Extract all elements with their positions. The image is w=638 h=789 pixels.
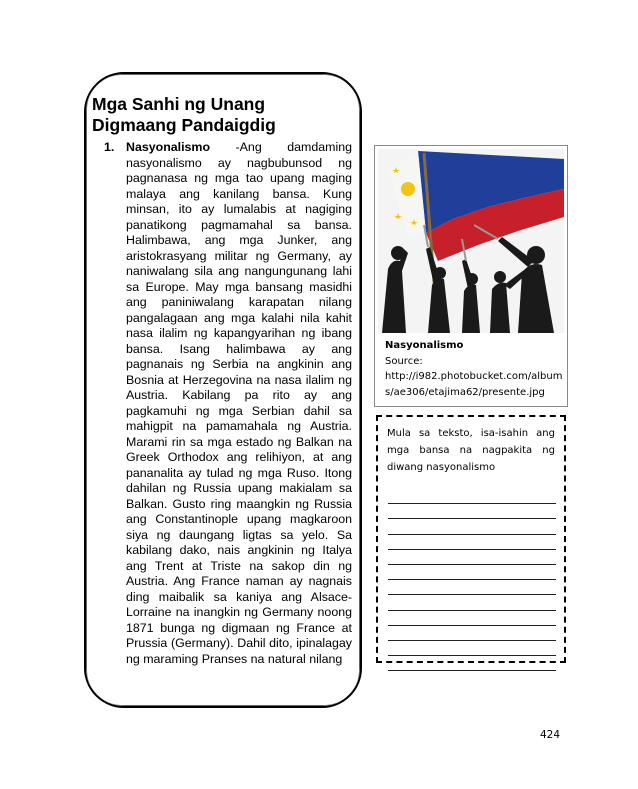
answer-line[interactable] (388, 641, 556, 656)
title-line-1: Mga Sanhi ng Unang (92, 94, 266, 114)
answer-line[interactable] (388, 535, 556, 550)
activity-prompt: Mula sa teksto, isa-isahin ang mga bansa na nagpakita ng diwang nasyonalismo (387, 428, 555, 473)
flag-rally-illustration (378, 149, 564, 333)
item-number: 1. (104, 140, 115, 154)
item-text: -Ang damdaming nasyonalismo ay nagbubunsod ng pagnanasa ng mga tao upang maging malaya ang kanilang bansa. Kung minsan, ito ay lumalabis at nagiging panatikong pagmamahal sa bansa. Halimbawa, ang mga Junker, ang aristokrasyang militar ng Germany, ay naniwalang sila ang nangungunang lahi sa Europe. May mga bansang masidhi ang paniniwalang karapatan nilang pangalagaan ang mga kalahi nila kahit nasa ilalim ng kapangyarihan ng ibang bansa. Isang halimbawa ay ang pagnanais ng Serbia na angkinin ang Bosnia at Herzegovina na nasa ilalim ng Austria. Kabilang pa rito ay ang pagkamuhi ng mga Serbian dahil sa mahigpit na pamamahala ng Austria. Marami rin sa mga estado ng Balkan na Greek Orthodox ang relihiyon, at ang pananalita ay tulad ng mga Ruso. Itong dahilan ng Russia upang makialam sa Balkan. Gusto ring maangkin ng Russia ang Constantinople upang magkaroon siya ng daungang ligtas sa yelo. Sa kabilang dako, nais angkinin ng Italya ang Trent at Triste na sakop din ng Austria. Ang France naman ay nagnais ding maibalik sa kaniya ang Alsace-Lorraine na inangkin ng Germany noong 1871 bunga ng digmaan ng France at Prussia (Germany). Dahil dito, ipinalagay ng maraming Pranses na natural nilang (126, 140, 352, 666)
caption-title: Nasyonalismo (385, 340, 464, 351)
answer-lines (388, 489, 556, 671)
section-title (92, 94, 352, 136)
answer-line[interactable] (388, 550, 556, 565)
nationalism-photo (378, 149, 564, 333)
answer-line[interactable] (388, 626, 556, 641)
answer-line[interactable] (388, 580, 556, 595)
text-panel (84, 72, 362, 708)
figure-caption (385, 338, 563, 400)
page-number: 424 (540, 729, 561, 741)
answer-line[interactable] (388, 565, 556, 580)
title-line-2: Digmaang Pandaigdig (92, 115, 276, 135)
activity-box (376, 415, 566, 663)
answer-line[interactable] (388, 595, 556, 610)
answer-line[interactable] (388, 656, 556, 671)
item-term: Nasyonalismo (126, 140, 211, 154)
item-body (126, 140, 352, 667)
answer-line[interactable] (388, 489, 556, 504)
caption-source-label: Source: (385, 355, 423, 367)
figure-box (374, 145, 568, 407)
answer-line[interactable] (388, 611, 556, 626)
answer-line[interactable] (388, 504, 556, 519)
answer-line[interactable] (388, 519, 556, 534)
list-item-nasyonalismo (104, 140, 352, 667)
caption-url: http://i982.photobucket.com/albums/ae306/etajima62/presente.jpg (385, 371, 563, 398)
